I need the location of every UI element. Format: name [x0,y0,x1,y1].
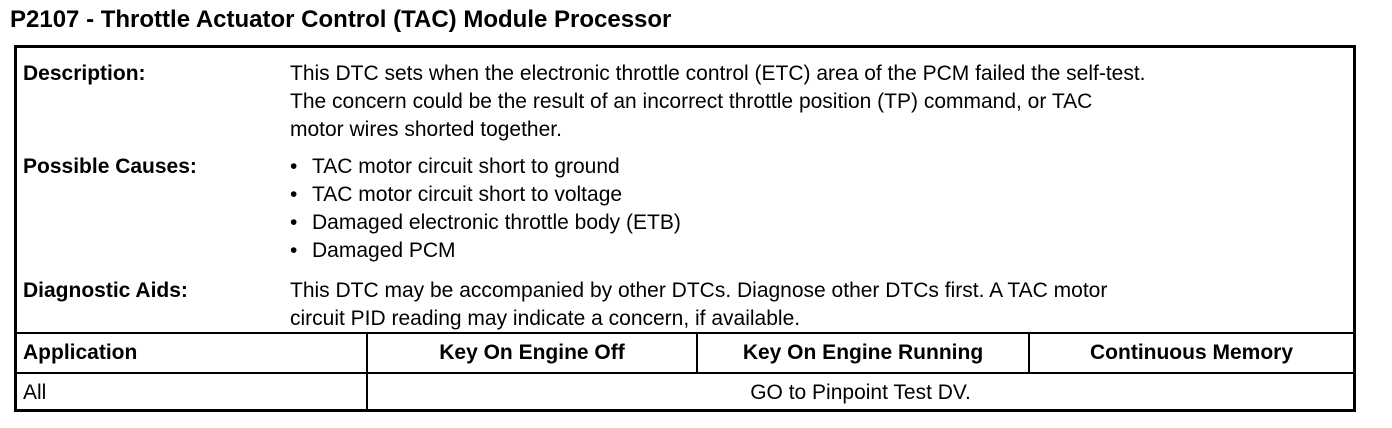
dtc-info-box [14,45,1356,412]
diagnostic-aids-label: Diagnostic Aids: [23,279,188,302]
bullet-icon: • [290,155,298,178]
description-line-1: This DTC sets when the electronic throttle control (ETC) area of the PCM failed the self-test. [290,62,1146,85]
bullet-icon: • [290,183,298,206]
header-key-on-engine-off: Key On Engine Off [439,341,625,364]
list-item [290,209,681,237]
diagnostic-aids-line-2: circuit PID reading may indicate a concern, if available. [290,307,801,330]
list-item [290,237,681,265]
table-top-divider [17,332,1353,334]
header-application: Application [23,341,138,364]
pinpoint-test-instruction: GO to Pinpoint Test DV. [750,381,971,404]
cause-text: TAC motor circuit short to ground [312,155,620,178]
cause-text: Damaged PCM [312,239,456,262]
description-label: Description: [23,62,146,85]
table-header-divider [17,372,1353,374]
header-continuous-memory: Continuous Memory [1090,341,1293,364]
diagnostic-aids-line-1: This DTC may be accompanied by other DTCs. Diagnose other DTCs first. A TAC motor [290,279,1108,302]
description-line-2: The concern could be the result of an incorrect throttle position (TP) command, or TAC [290,90,1093,113]
possible-causes-label: Possible Causes: [23,155,197,178]
page-title: P2107 - Throttle Actuator Control (TAC) Module Processor [10,6,672,33]
possible-causes-list [290,153,681,265]
table-row-application: All [23,381,47,404]
list-item [290,181,681,209]
bullet-icon: • [290,239,298,262]
cause-text: TAC motor circuit short to voltage [312,183,623,206]
cause-text: Damaged electronic throttle body (ETB) [312,211,681,234]
list-item [290,153,681,181]
header-key-on-engine-running: Key On Engine Running [742,341,984,364]
description-line-3: motor wires shorted together. [290,118,562,141]
bullet-icon: • [290,211,298,234]
